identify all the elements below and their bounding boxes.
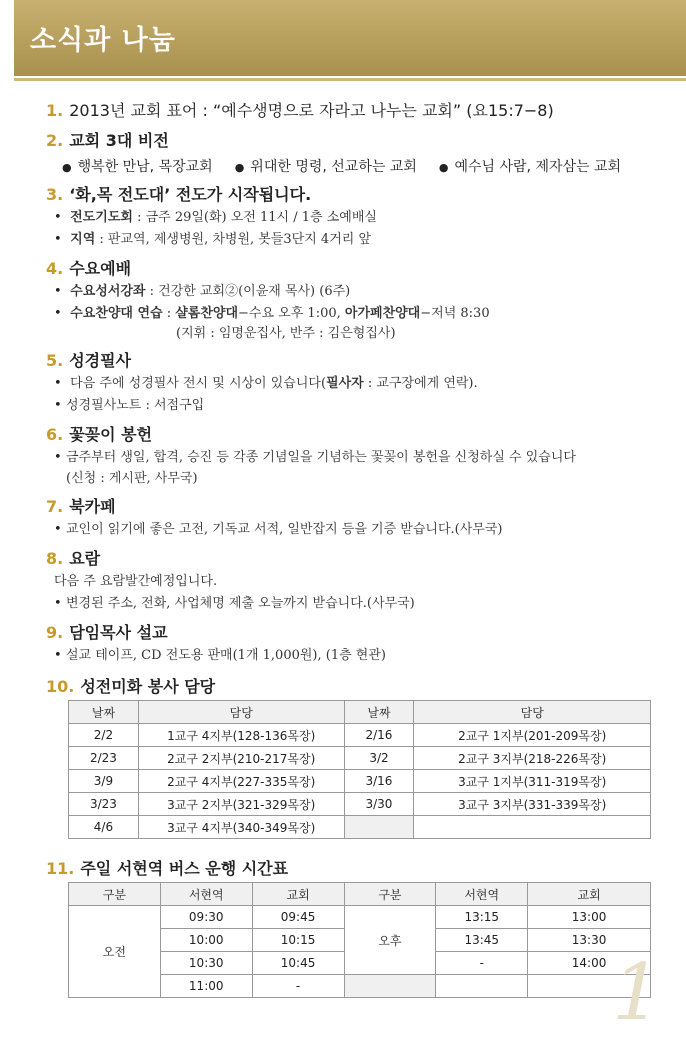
- column-header: 교회: [528, 883, 651, 906]
- section-7: [46, 494, 116, 517]
- section-3: [46, 182, 311, 205]
- list-item: • 성경필사노트 : 서점구입: [54, 394, 204, 413]
- column-header: 날짜: [69, 701, 139, 724]
- bus-schedule-table: [68, 882, 651, 998]
- section-number: 7.: [46, 497, 64, 516]
- table-cell: 2교구 1지부(201-209목장): [414, 724, 651, 747]
- column-header: 구분: [344, 883, 436, 906]
- section-title: 요람: [69, 549, 101, 568]
- section-title: 담임목사 설교: [69, 623, 168, 642]
- table-cell-empty: [414, 816, 651, 839]
- column-header: 담당: [414, 701, 651, 724]
- column-header: 구분: [69, 883, 161, 906]
- column-header: 날짜: [344, 701, 414, 724]
- table-cell: 3/9: [69, 770, 139, 793]
- section-11: [46, 856, 288, 879]
- column-header: 교회: [252, 883, 344, 906]
- table-cell: 1교구 4지부(128-136목장): [138, 724, 344, 747]
- am-label: 오전: [69, 906, 161, 998]
- table-cell: 3/30: [344, 793, 414, 816]
- list-item: • 수요성서강좌 : 건강한 교회②(이윤재 목사) (6주): [54, 280, 350, 299]
- list-item: • 변경된 주소, 전화, 사업체명 제출 오늘까지 받습니다.(사무국): [54, 592, 415, 611]
- section-1: [46, 98, 554, 121]
- table-cell: 2/16: [344, 724, 414, 747]
- table-cell: 2교구 3지부(218-226목장): [414, 747, 651, 770]
- list-item: • 지역 : 판교역, 제생병원, 차병원, 봇들3단지 4거리 앞: [54, 228, 371, 247]
- table-row: [69, 747, 651, 770]
- section-title: 주일 서현역 버스 운행 시간표: [80, 859, 289, 878]
- column-header: 서현역: [436, 883, 528, 906]
- table-cell: 3교구 3지부(331-339목장): [414, 793, 651, 816]
- section-title: 북카페: [69, 497, 116, 516]
- column-header: 담당: [138, 701, 344, 724]
- table-cell: 14:00: [528, 952, 651, 975]
- list-item: • 전도기도회 : 금주 29일(화) 오전 11시 / 1층 소예배실: [54, 206, 377, 225]
- section-9: [46, 620, 168, 643]
- section-number: 3.: [46, 185, 64, 204]
- table-cell: 2/23: [69, 747, 139, 770]
- table-cell: 13:30: [528, 929, 651, 952]
- section-6: [46, 422, 152, 445]
- section-5: [46, 348, 131, 371]
- section-number: 4.: [46, 259, 64, 278]
- vision-item: ● 위대한 명령, 선교하는 교회: [235, 159, 417, 175]
- section-title: 성전미화 봉사 담당: [80, 677, 216, 696]
- section-number: 8.: [46, 549, 64, 568]
- section-number: 11.: [46, 859, 75, 878]
- table-cell-empty: [436, 975, 528, 998]
- section-title: 성경필사: [69, 351, 132, 370]
- header-divider: [14, 78, 686, 81]
- list-item: • 수요찬양대 연습 : 샬롬찬양대−수요 오후 1:00, 아가페찬양대−저녁 8:30: [54, 302, 490, 321]
- table-header-row: [69, 701, 651, 724]
- table-cell: 11:00: [160, 975, 252, 998]
- table-cell: 3교구 1지부(311-319목장): [414, 770, 651, 793]
- table-row: [69, 770, 651, 793]
- vision-list: [62, 156, 643, 176]
- list-item-continued: (신청 : 게시판, 사무국): [66, 471, 198, 486]
- table-cell: 10:30: [160, 952, 252, 975]
- table-cell: -: [252, 975, 344, 998]
- section-title: 수요예배: [69, 259, 132, 278]
- section-number: 9.: [46, 623, 64, 642]
- list-item: • 금주부터 생일, 합격, 승진 등 각종 기념일을 기념하는 꽃꽂이 봉헌을 신청하실 수 있습니다: [54, 446, 576, 465]
- list-item: • 교인이 읽기에 좋은 고전, 기독교 서적, 일반잡지 등을 기증 받습니다.(사무국): [54, 518, 502, 537]
- list-item: • 다음 주에 성경필사 전시 및 시상이 있습니다(필사자 : 교구장에게 연락).: [54, 372, 478, 391]
- table-cell: 13:15: [436, 906, 528, 929]
- table-cell: 10:45: [252, 952, 344, 975]
- table-cell: 09:30: [160, 906, 252, 929]
- table-cell: 2/2: [69, 724, 139, 747]
- section-text: 2013년 교회 표어 : “예수생명으로 자라고 나누는 교회” (요15:7−8): [69, 101, 554, 120]
- section-title: ‘화,목 전도대’ 전도가 시작됩니다.: [69, 185, 312, 204]
- table-cell: 3/23: [69, 793, 139, 816]
- section-2: [46, 128, 169, 151]
- table-cell: 13:00: [528, 906, 651, 929]
- page-title: 소식과 나눔: [30, 25, 176, 56]
- table-row: [69, 906, 651, 929]
- section-number: 5.: [46, 351, 64, 370]
- section-number: 6.: [46, 425, 64, 444]
- section-number: 2.: [46, 131, 64, 150]
- table-row: [69, 793, 651, 816]
- table-cell: 3교구 4지부(340-349목장): [138, 816, 344, 839]
- table-cell: 4/6: [69, 816, 139, 839]
- cleaning-duty-table: [68, 700, 651, 839]
- table-cell: 2교구 2지부(210-217목장): [138, 747, 344, 770]
- column-header: 서현역: [160, 883, 252, 906]
- table-cell: 3교구 2지부(321-329목장): [138, 793, 344, 816]
- section-8: [46, 546, 100, 569]
- table-cell: 13:45: [436, 929, 528, 952]
- table-cell: -: [436, 952, 528, 975]
- vision-item: ● 예수님 사람, 제자삼는 교회: [439, 159, 621, 175]
- table-cell: 10:15: [252, 929, 344, 952]
- table-cell-empty: [344, 816, 414, 839]
- list-item-continued: (지휘 : 임명운집사, 반주 : 김은형집사): [176, 326, 396, 341]
- section-title: 꽃꽂이 봉헌: [69, 425, 153, 444]
- section-10: [46, 674, 215, 697]
- table-cell: 09:45: [252, 906, 344, 929]
- list-text: 다음 주 요람발간예정입니다.: [54, 574, 218, 589]
- table-cell: 3/2: [344, 747, 414, 770]
- table-header-row: [69, 883, 651, 906]
- table-cell: 3/16: [344, 770, 414, 793]
- section-number: 10.: [46, 677, 75, 696]
- section-title: 교회 3대 비전: [69, 131, 169, 150]
- section-4: [46, 256, 131, 279]
- table-row: [69, 816, 651, 839]
- table-cell: 10:00: [160, 929, 252, 952]
- table-cell-empty: [344, 975, 436, 998]
- section-number: 1.: [46, 101, 64, 120]
- vision-item: ● 행복한 만남, 목장교회: [62, 159, 213, 175]
- table-cell: 2교구 4지부(227-335목장): [138, 770, 344, 793]
- list-item: • 설교 테이프, CD 전도용 판매(1개 1,000원), (1층 현관): [54, 644, 386, 663]
- pm-label: 오후: [344, 906, 436, 975]
- table-row: [69, 724, 651, 747]
- page-number: 1: [612, 948, 662, 1038]
